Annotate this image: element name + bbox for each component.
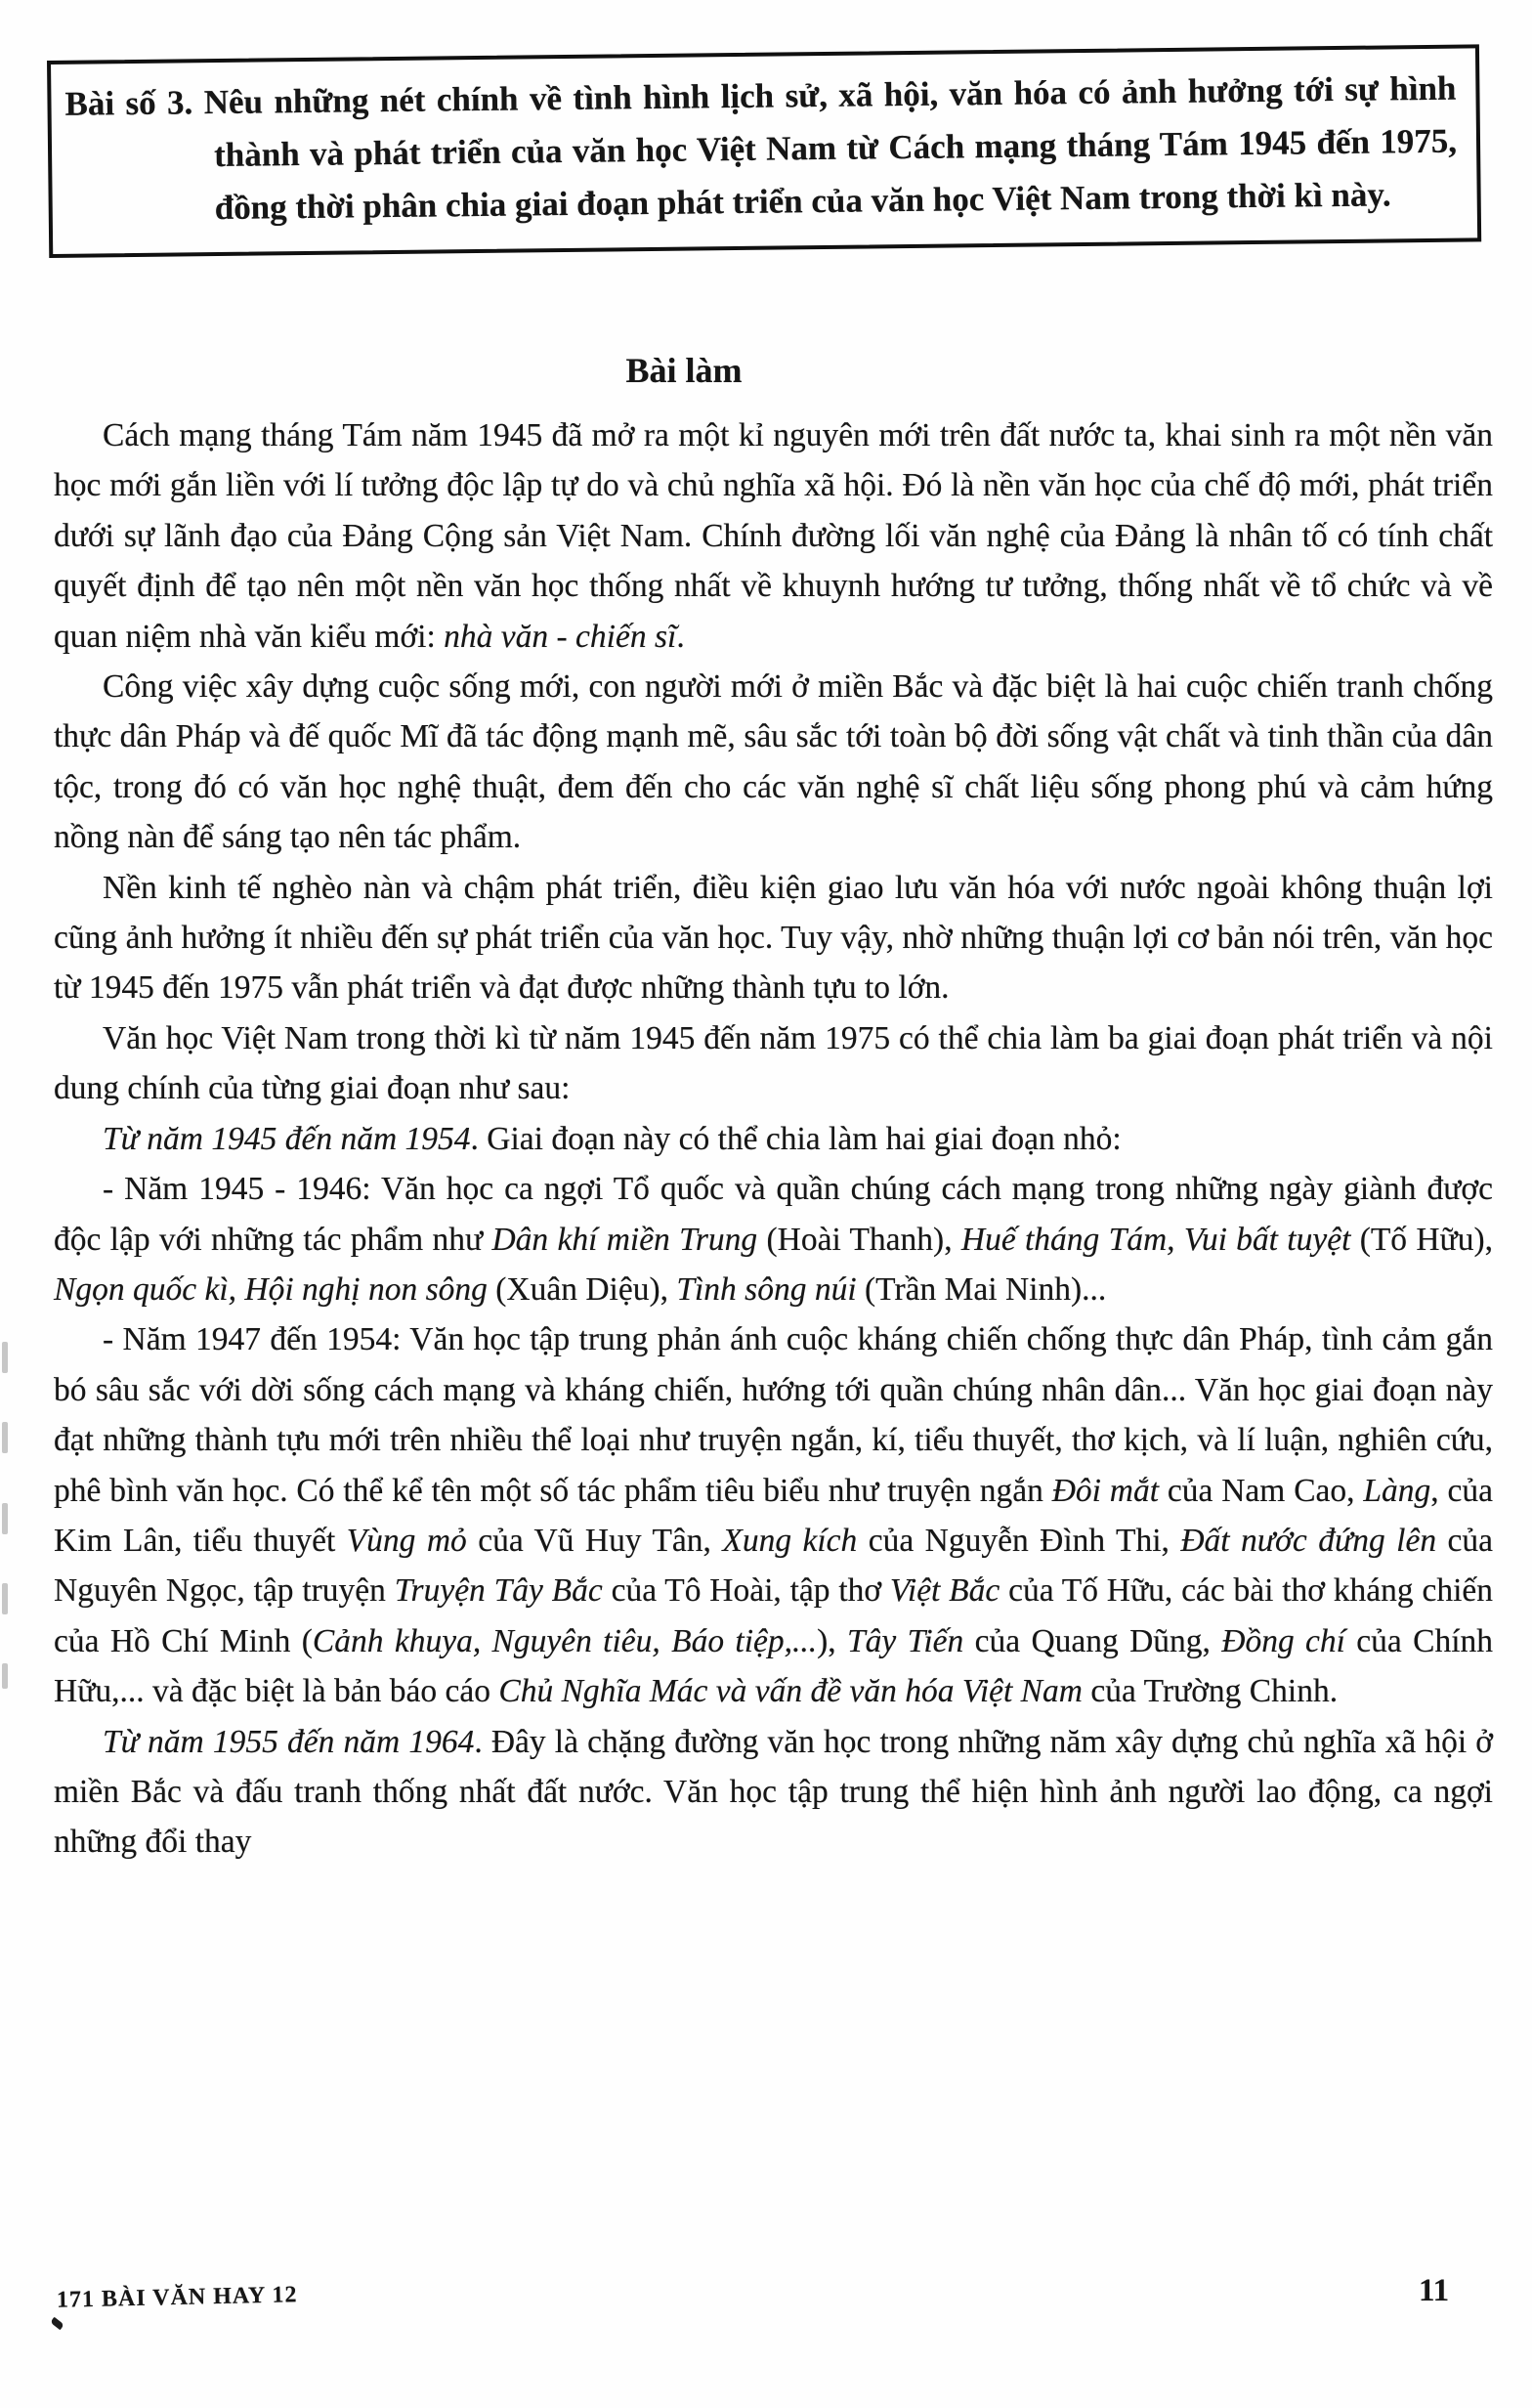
ink-smudge-artifact — [50, 2317, 64, 2331]
paragraph-economy-conditions: Nền kinh tế nghèo nàn và chậm phát triển, điều kiện giao lưu văn hóa với nước ngoài không thuận lợi cũng ảnh hưởng ít nhiều đến sự phát triển của văn học. Tuy vậy, nhờ những thuận lợi cơ bản nói trên, văn học từ 1945 đến 1975 vẫn phát triển và đạt được những thành tựu to lớn. — [54, 869, 1493, 1007]
essay-body — [54, 410, 1493, 1868]
paragraph-stage-1945-1954: Từ năm 1945 đến năm 1954. Giai đoạn này có thể chia làm hai giai đoạn nhỏ: — [103, 1120, 1122, 1157]
binding-scan-artifact — [2, 1422, 8, 1453]
essay-prompt-box — [47, 44, 1481, 258]
paragraph-intro-revolution: Cách mạng tháng Tám năm 1945 đã mở ra một kỉ nguyên mới trên đất nước ta, khai sinh ra một nền văn học mới gắn liền với lí tưởng độc lập tự do và chủ nghĩa xã hội. Đó là nền văn học của chế độ mới, phát triển dưới sự lãnh đạo của Đảng Cộng sản Việt Nam. Chính đường lối văn nghệ của Đảng là nhân tố có tính chất quyết định để tạo nên một nền văn học thống nhất về khuynh hướng tư tưởng, thống nhất về tổ chức và về quan niệm nhà văn kiểu mới: nhà văn - chiến sĩ. — [54, 417, 1493, 655]
book-title-footer: 171 BÀI VĂN HAY 12 — [56, 2282, 298, 2313]
binding-scan-artifact — [2, 1663, 8, 1689]
paragraph-stage-1955-1964: Từ năm 1955 đến năm 1964. Đây là chặng đường văn học trong những năm xây dựng chủ nghĩa xã hội ở miền Bắc và đấu tranh thống nhất đất nước. Văn học tập trung thể hiện hình ảnh người lao động, ca ngợi những đổi thay — [54, 1723, 1493, 1861]
binding-scan-artifact — [2, 1342, 8, 1373]
page-number: 11 — [1419, 2273, 1450, 2308]
essay-prompt-text: Nêu những nét chính về tình hình lịch sử, xã hội, văn hóa có ảnh hưởng tới sự hình thành và phát triển của văn học Việt Nam từ Cách mạng tháng Tám 1945 đến 1975, đồng thời phân chia giai đoạn phát triển của văn học Việt Nam trong thời kì này. — [192, 68, 1458, 228]
essay-prompt-paragraph — [64, 63, 1458, 236]
paragraph-years-1945-1946: - Năm 1945 - 1946: Văn học ca ngợi Tổ quốc và quần chúng cách mạng trong những ngày giành được độc lập với những tác phẩm như Dân khí miền Trung (Hoài Thanh), Huế tháng Tám, Vui bất tuyệt (Tố Hữu), Ngọn quốc kì, Hội nghị non sông (Xuân Diệu), Tình sông núi (Trần Mai Ninh)... — [54, 1171, 1493, 1308]
paragraph-years-1947-1954: - Năm 1947 đến 1954: Văn học tập trung phản ánh cuộc kháng chiến chống thực dân Pháp, tình cảm gắn bó sâu sắc với dời sống cách mạng và kháng chiến, hướng tới quần chúng nhân dân... Văn học giai đoạn này đạt những thành tựu mới trên nhiều thể loại như truyện ngắn, kí, tiểu thuyết, thơ kịch, và lí luận, nghiên cứu, phê bình văn học. Có thể kể tên một số tác phẩm tiêu biểu như truyện ngắn Đôi mắt của Nam Cao, Làng, của Kim Lân, tiểu thuyết Vùng mỏ của Vũ Huy Tân, Xung kích của Nguyễn Đình Thi, Đất nước đứng lên của Nguyên Ngọc, tập truyện Truyện Tây Bắc của Tô Hoài, tập thơ Việt Bắc của Tố Hữu, các bài thơ kháng chiến của Hồ Chí Minh (Cảnh khuya, Nguyên tiêu, Báo tiệp,...), Tây Tiến của Quang Dũng, Đồng chí của Chính Hữu,... và đặc biệt là bản báo cáo Chủ Nghĩa Mác và vấn đề văn hóa Việt Nam của Trường Chinh. — [54, 1321, 1494, 1710]
binding-scan-artifact — [2, 1503, 8, 1534]
binding-scan-artifact — [2, 1583, 8, 1614]
paragraph-new-life-wars: Công việc xây dựng cuộc sống mới, con người mới ở miền Bắc và đặc biệt là hai cuộc chiến tranh chống thực dân Pháp và đế quốc Mĩ đã tác động mạnh mẽ, sâu sắc tới toàn bộ đời sống vật chất và tinh thần của dân tộc, trong đó có văn học nghệ thuật, đem đến cho các văn nghệ sĩ chất liệu sống phong phú và cảm hứng nồng nàn để sáng tạo nên tác phẩm. — [54, 668, 1493, 856]
essay-number-label: Bài số 3. — [64, 83, 193, 123]
section-title: Bài làm — [625, 351, 743, 390]
paragraph-three-stages-intro: Văn học Việt Nam trong thời kì từ năm 1945 đến năm 1975 có thể chia làm ba giai đoạn phát triển và nội dung chính của từng giai đoạn như sau: — [54, 1019, 1493, 1107]
